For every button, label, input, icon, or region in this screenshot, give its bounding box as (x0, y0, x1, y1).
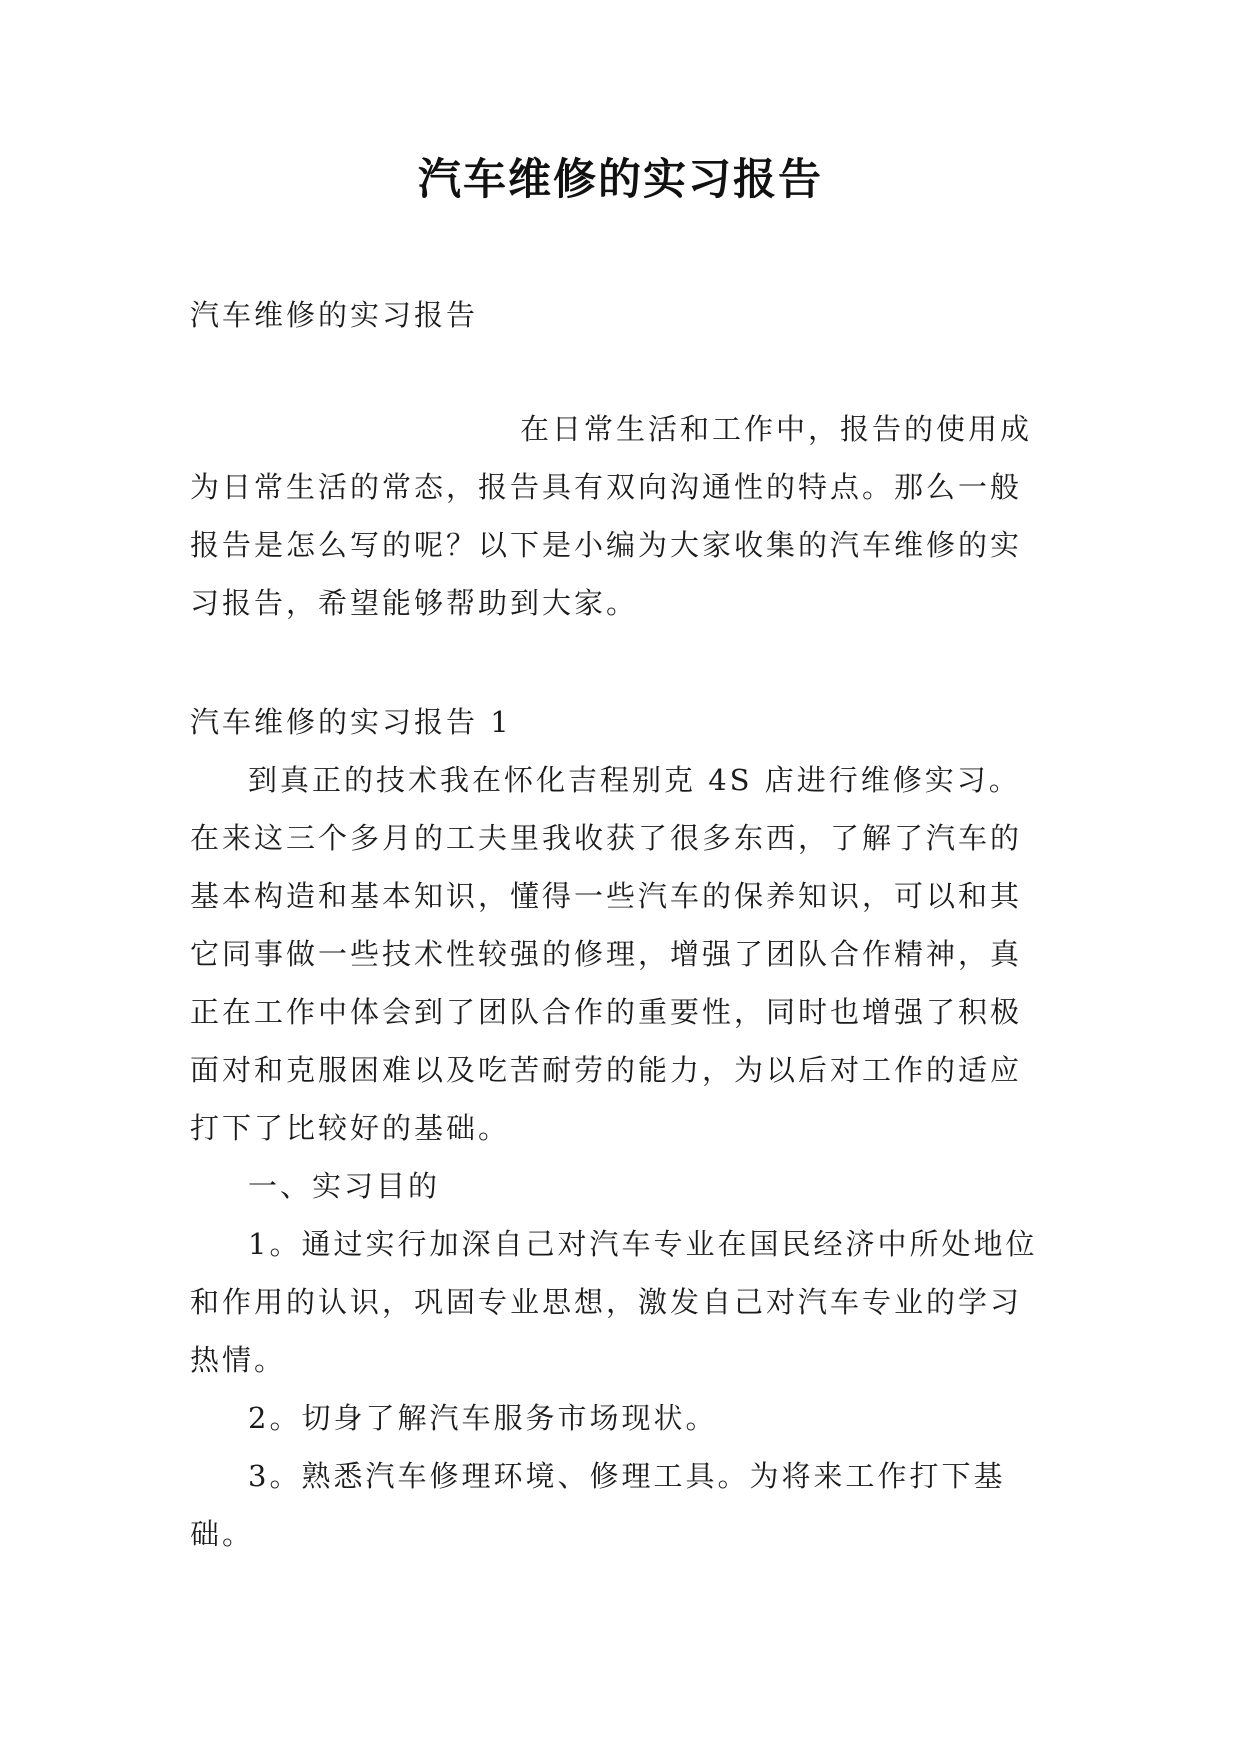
document-subtitle: 汽车维修的实习报告 (190, 298, 479, 332)
section-paragraph: 到真正的技术我在怀化吉程别克 4S 店进行维修实习。在来这三个多月的工夫里我收获了很多东西，了解了汽车的基本构造和基本知识，懂得一些汽车的保养知识，可以和其它同事做一些技术性较强的修理，增强了团队合作精神，真正在工作中体会到了团队合作的重要性，同时也增强了积极面对和克服困难以及吃苦耐劳的能力，为以后对工作的适应打下了比较好的基础。 (190, 763, 1023, 1145)
list-item-3: 3。熟悉汽车修理环境、修理工具。为将来工作打下基础。 (190, 1459, 1006, 1551)
section-subheading: 一、实习目的 (248, 1169, 441, 1203)
list-item-1: 1。通过实行加深自己对汽车专业在国民经济中所处地位和作用的认识，巩固专业思想，激发自己对汽车专业的学习热情。 (190, 1227, 1038, 1377)
list-item-2: 2。切身了解汽车服务市场现状。 (248, 1401, 718, 1435)
section-heading: 汽车维修的实习报告 1 (190, 705, 512, 739)
report-section-1 (190, 693, 1050, 1563)
document-title: 汽车维修的实习报告 (418, 155, 823, 205)
intro-paragraph: 在日常生活和工作中，报告的使用成为日常生活的常态，报告具有双向沟通性的特点。那么一般报告是怎么写的呢？以下是小编为大家收集的汽车维修的实习报告，希望能够帮助到大家。 (190, 412, 1033, 620)
